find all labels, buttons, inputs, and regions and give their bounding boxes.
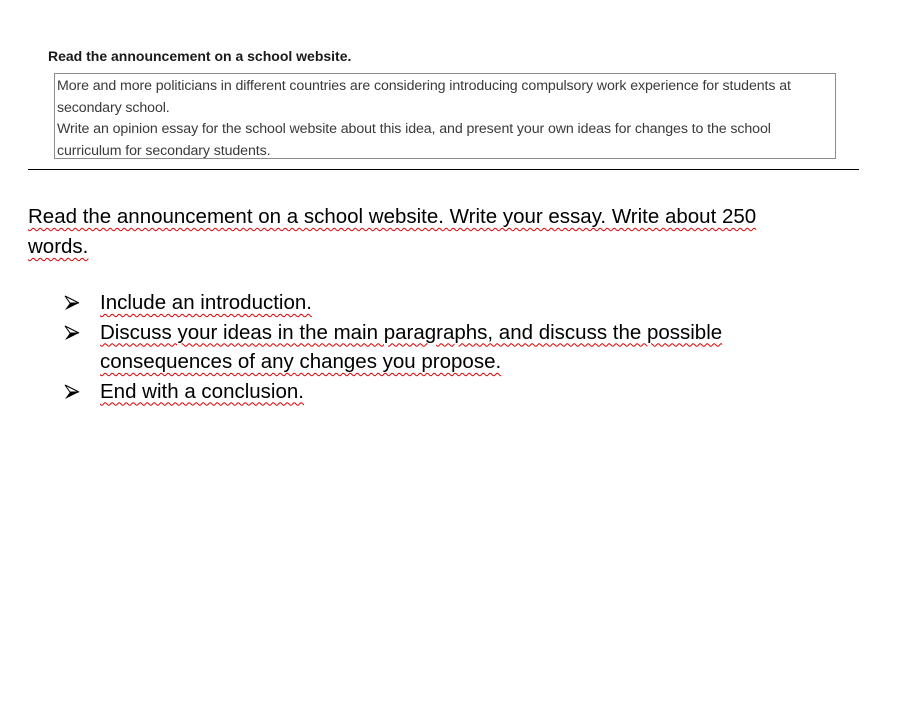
task-image bbox=[28, 40, 859, 172]
horizontal-rule bbox=[28, 169, 859, 170]
arrow-bullet-icon bbox=[64, 377, 86, 406]
task-heading: Read the announcement on a school website. bbox=[48, 48, 352, 64]
announcement-paragraph-1: More and more politicians in different countries are considering introducing compulsory work experience for students at secondary school. bbox=[57, 78, 791, 116]
bullet-item-main-paragraphs bbox=[64, 318, 784, 377]
instructions-sentence: Read the announcement on a school website. Write your essay. Write about 250 words. bbox=[28, 205, 757, 258]
bullet-text: Discuss your ideas in the main paragraphs, and discuss the possible consequences of any changes you propose. bbox=[100, 320, 723, 373]
bullet-text: End with a conclusion. bbox=[100, 379, 304, 403]
arrow-bullet-icon bbox=[64, 288, 86, 317]
bullet-item-introduction bbox=[64, 288, 784, 318]
announcement-paragraph-2: Write an opinion essay for the school website about this idea, and present your own ideas for changes to the school curriculum for secondary students. bbox=[57, 121, 771, 159]
bullet-text: Include an introduction. bbox=[100, 291, 312, 314]
announcement-box bbox=[54, 73, 836, 159]
arrow-bullet-icon bbox=[64, 318, 86, 347]
bullet-item-conclusion bbox=[64, 377, 784, 407]
bullet-list bbox=[64, 288, 784, 406]
instructions-text bbox=[28, 202, 808, 262]
